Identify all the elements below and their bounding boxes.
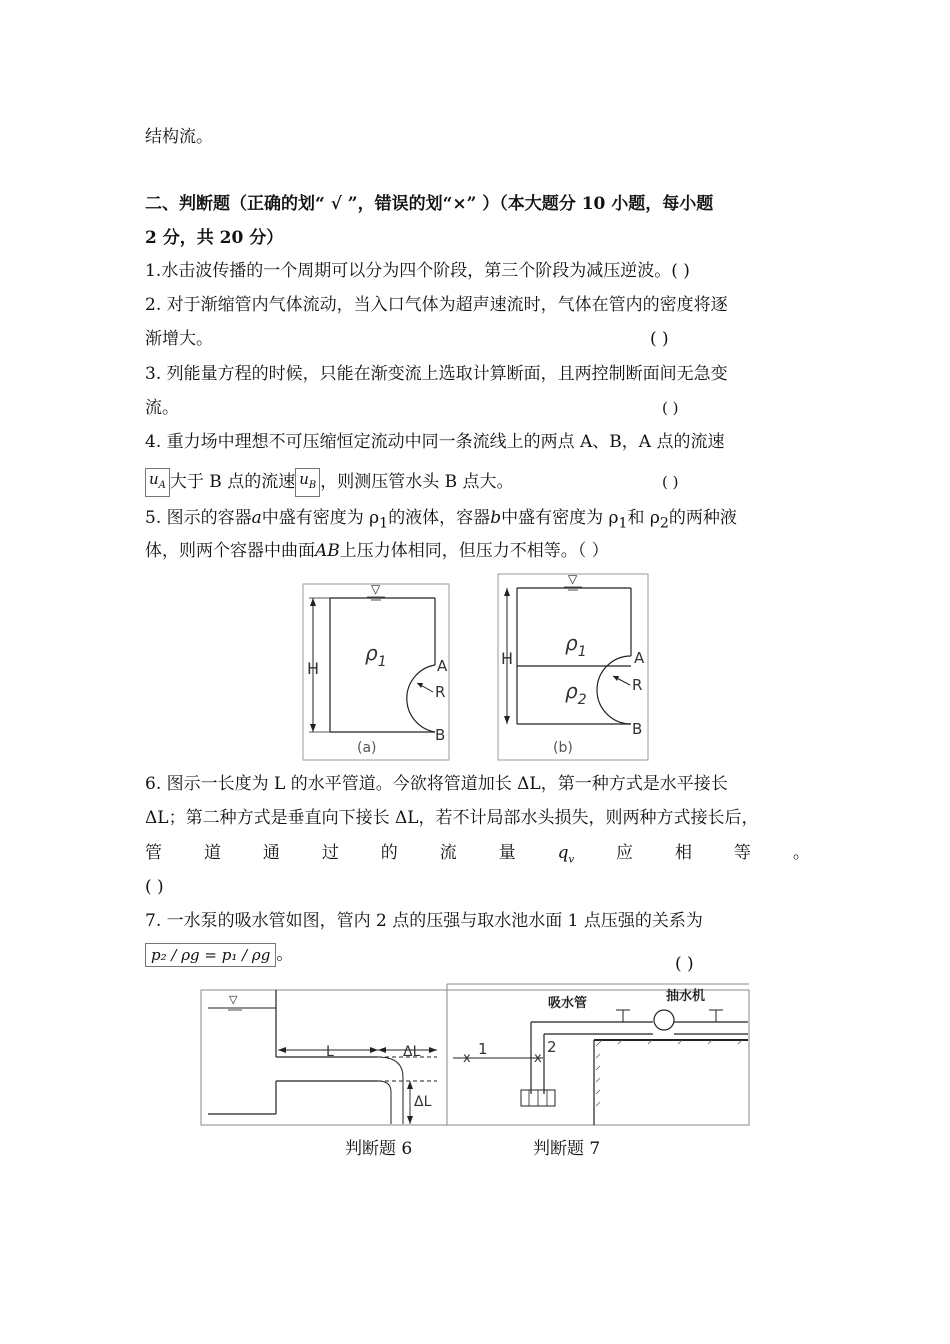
- figure-containers: [295, 570, 655, 765]
- height-label: H: [501, 649, 514, 668]
- question-4-answer-paren: ( ): [662, 473, 679, 491]
- question-7-line1: 7. 一水泵的吸水管如图，管内 2 点的压强与取水池水面 1 点压强的关系为: [145, 911, 703, 931]
- question-1: 1.水击波传播的一个周期可以分为四个阶段，第三个阶段为减压逆波。( ): [145, 261, 690, 281]
- point-2-label: 2: [547, 1038, 557, 1056]
- height-label: H: [307, 659, 320, 678]
- question-7-line2: p₂ / ρg = p₁ / ρg 。: [145, 943, 293, 967]
- question-6-line3: 管 道 通 过 的 流 量 $q_v$ 应 相 等 。: [145, 843, 810, 866]
- question-3-line2: 流。: [145, 398, 179, 418]
- point-b-label: B: [435, 726, 446, 744]
- delta-L-horizontal-label: ΔL: [403, 1044, 421, 1060]
- container-a-diagram: [303, 582, 449, 760]
- figure-7-pump: [453, 988, 748, 1125]
- figure-6-caption: 判断题 6: [345, 1139, 413, 1159]
- surface-symbol: ▽: [229, 993, 238, 1006]
- question-7-answer-paren: ( ): [675, 954, 694, 974]
- section-heading-line2: 2 分，共 20 分）: [145, 228, 284, 248]
- question-3-answer-paren: ( ): [662, 399, 679, 417]
- question-4-line2: $u_A$ 大于 B 点的流速 $u_B$ ，则测压管水头 B 点大。: [145, 468, 514, 497]
- figure-pipe-and-pump: [198, 982, 753, 1130]
- point-1-mark: x: [463, 1051, 471, 1066]
- density-2-label: $\rho_2$: [565, 679, 587, 708]
- question-2-line2: 渐增大。: [145, 329, 213, 349]
- surface-symbol: ▽: [371, 582, 381, 596]
- delta-L-vertical-label: ΔL: [414, 1094, 432, 1110]
- point-a-label: A: [634, 649, 645, 667]
- question-3-line1: 3. 列能量方程的时候，只能在渐变流上选取计算断面，且两控制断面间无急变: [145, 364, 728, 384]
- container-b-diagram: [498, 572, 648, 760]
- point-1-label: 1: [478, 1040, 488, 1058]
- velocity-uA-formula: $u_A$: [145, 468, 170, 497]
- question-5-line2: 体，则两个容器中曲面AB上压力体相同，但压力不相等。（ ）: [145, 541, 609, 561]
- paragraph-tail: 结构流。: [145, 127, 213, 147]
- density-1-label: $\rho_1$: [565, 631, 587, 660]
- question-4-line1: 4. 重力场中理想不可压缩恒定流动中同一条流线上的两点 A、B，A 点的流速: [145, 432, 725, 452]
- density-label: $\rho_1$: [365, 641, 387, 670]
- question-6-line1: 6. 图示一长度为 L 的水平管道。今欲将管道加长 ΔL，第一种方式是水平接长: [145, 774, 728, 794]
- point-2-mark: x: [534, 1051, 542, 1066]
- caption-a: (a): [357, 740, 377, 756]
- radius-label: R: [632, 676, 643, 694]
- pressure-relation-formula: p₂ / ρg = p₁ / ρg: [145, 943, 276, 967]
- point-b-label: B: [632, 720, 643, 738]
- point-a-label: A: [437, 657, 448, 675]
- question-2-answer-paren: ( ): [650, 329, 669, 349]
- velocity-uB-formula: $u_B$: [295, 468, 320, 497]
- figure-7-caption: 判断题 7: [533, 1139, 601, 1159]
- caption-b: (b): [553, 740, 573, 756]
- question-5-line1: 5. 图示的容器a中盛有密度为 $\rho_1$的液体，容器b中盛有密度为 $\rho_1$和 $\rho_2$的两种液: [145, 508, 737, 532]
- surface-symbol: ▽: [568, 572, 578, 586]
- section-heading-line1: 二、判断题（正确的划“ √ ”，错误的划“×” ）（本大题分 10 小题，每小题: [145, 194, 714, 214]
- suction-pipe-label: 吸水管: [548, 996, 588, 1011]
- length-L-label: L: [326, 1044, 334, 1060]
- question-6-answer-paren: ( ): [145, 877, 164, 897]
- pump-label: 抽水机: [666, 989, 706, 1004]
- question-2-line1: 2. 对于渐缩管内气体流动，当入口气体为超声速流时，气体在管内的密度将逐: [145, 295, 728, 315]
- question-6-line2: ΔL；第二种方式是垂直向下接长 ΔL，若不计局部水头损失，则两种方式接长后，: [145, 808, 759, 828]
- radius-label: R: [435, 683, 446, 701]
- figure-6-pipe: [208, 990, 437, 1124]
